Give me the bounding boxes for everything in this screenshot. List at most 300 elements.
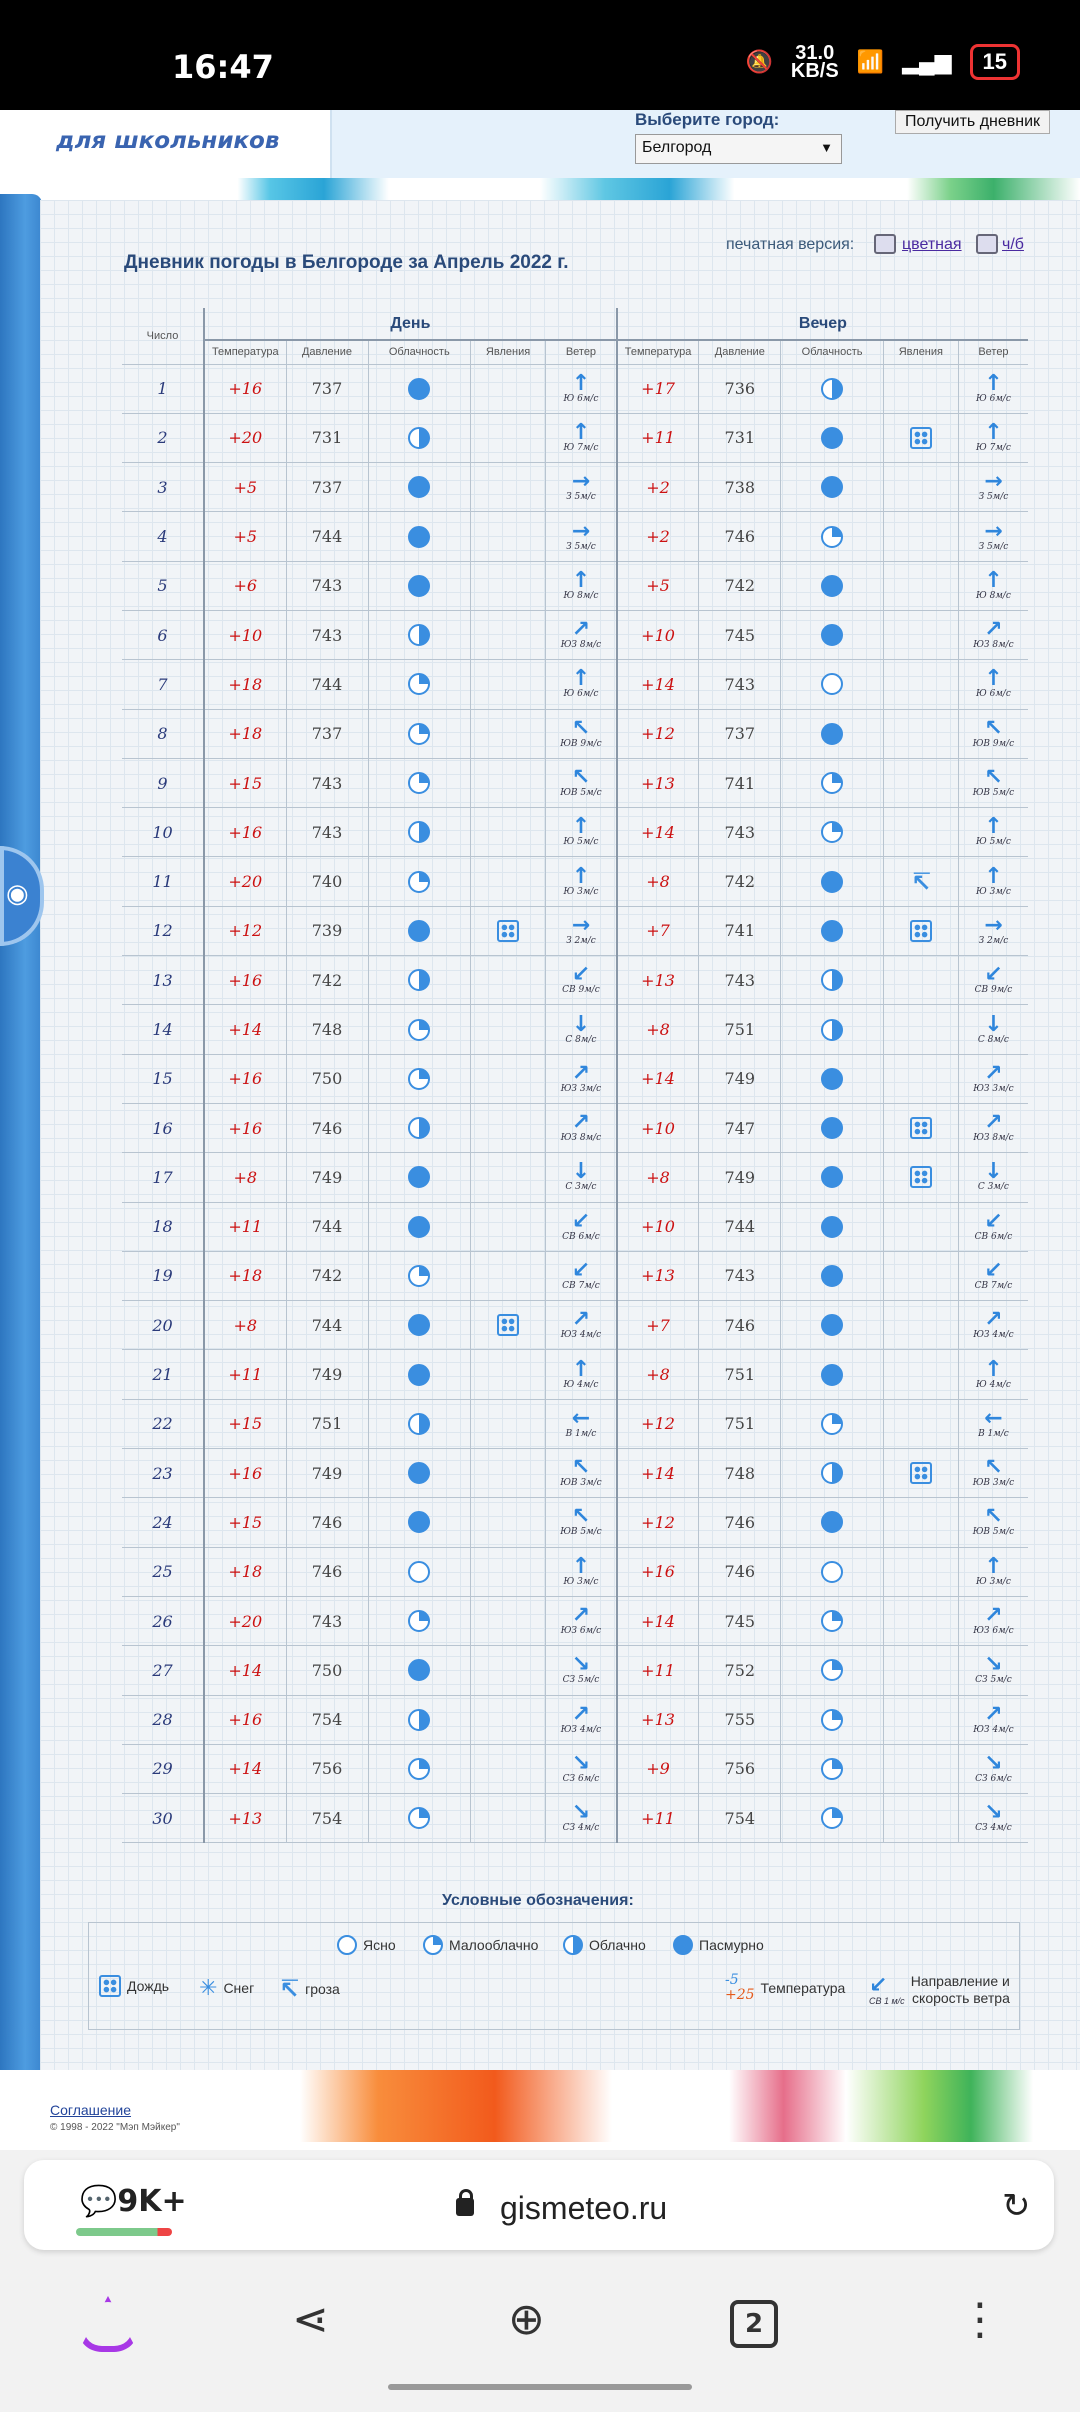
wind-label: Ю 7м/с — [563, 442, 599, 453]
phenomena-cell — [883, 1301, 958, 1350]
cloud-overcast-icon — [821, 1511, 843, 1533]
wind-label: ЮВ 5м/с — [560, 1527, 602, 1538]
site-header — [0, 110, 1080, 198]
table-row — [122, 1103, 1028, 1152]
temperature-cell: +8 — [617, 1350, 699, 1399]
wind-label: ЮВ 3м/с — [560, 1478, 602, 1489]
wind-arrow-icon: ↗ — [984, 1603, 1003, 1629]
cloudiness-cell — [368, 1202, 471, 1251]
cloud-overcast-icon — [821, 476, 843, 498]
temperature-cell: +20 — [204, 413, 286, 462]
day-number: 1 — [122, 364, 204, 413]
wind-arrow-icon: ↓ — [984, 1011, 1003, 1037]
cloud-cloudy-icon — [821, 1019, 843, 1041]
url-text[interactable]: gismeteo.ru — [500, 2190, 668, 2226]
temperature-cell: +10 — [617, 1202, 699, 1251]
temperature-cell: +16 — [204, 956, 286, 1005]
wind-arrow-icon: ↑ — [984, 419, 1003, 445]
cloudiness-cell — [781, 906, 884, 955]
wind-label: ЮЗ 6м/с — [560, 1626, 602, 1637]
wind-arrow-icon: ↖ — [984, 1504, 1003, 1530]
cloudiness-cell — [368, 364, 471, 413]
pressure-cell: 731 — [699, 413, 781, 462]
cloudiness-cell — [368, 1596, 471, 1645]
day-number: 6 — [122, 610, 204, 659]
phenomena-cell — [883, 1153, 958, 1202]
pressure-cell: 754 — [699, 1794, 781, 1843]
phenomena-cell — [883, 1646, 958, 1695]
cloud-clear-icon — [821, 673, 843, 695]
url-pill[interactable] — [24, 2160, 1054, 2250]
table-row — [122, 1301, 1028, 1350]
wind-label: З 2м/с — [978, 935, 1009, 946]
wind-label: СЗ 4м/с — [562, 1823, 600, 1834]
wind-cell — [546, 1103, 617, 1152]
cloud-partly-icon — [408, 1807, 430, 1829]
cloudiness-cell — [368, 660, 471, 709]
city-label: Выберите город: — [635, 110, 780, 129]
day-number: 22 — [122, 1399, 204, 1448]
cloud-overcast-icon — [408, 1511, 430, 1533]
temperature-cell: +16 — [204, 1103, 286, 1152]
phenomena-cell — [471, 1301, 546, 1350]
clear-sky-icon — [337, 1935, 357, 1955]
rain-icon — [497, 920, 519, 942]
wind-cell — [958, 1744, 1028, 1793]
pressure-cell: 755 — [699, 1695, 781, 1744]
cloud-overcast-icon — [408, 526, 430, 548]
wind-label: С 8м/с — [565, 1034, 597, 1045]
table-row — [122, 364, 1028, 413]
temperature-cell: +18 — [204, 1251, 286, 1300]
cloudiness-cell — [781, 512, 884, 561]
temperature-cell: +13 — [617, 758, 699, 807]
wind-label: СЗ 6м/с — [562, 1773, 600, 1784]
wind-arrow-icon: → — [571, 912, 591, 938]
wind-arrow-icon: ↑ — [984, 863, 1003, 889]
menu-icon[interactable]: ⋮ — [958, 2294, 1002, 2345]
wind-cell — [546, 1399, 617, 1448]
temperature-cell: +5 — [617, 561, 699, 610]
wind-arrow-icon: ↑ — [984, 370, 1003, 396]
cloud-overcast-icon — [821, 871, 843, 893]
wind-label: Ю 7м/с — [976, 442, 1011, 453]
wind-cell — [546, 1054, 617, 1103]
agreement-link[interactable]: Соглашение — [50, 2102, 132, 2118]
city-select[interactable]: Белгород ▼ — [635, 134, 842, 164]
temperature-cell: +5 — [204, 512, 286, 561]
legend-wind: ↙ СВ 1 м/с Направление и скорость ветра — [869, 1972, 1010, 2006]
print-label: печатная версия: — [726, 236, 855, 253]
cloud-overcast-icon — [408, 1659, 430, 1681]
phenomena-cell — [883, 1054, 958, 1103]
table-row — [122, 1498, 1028, 1547]
cloud-partly-icon — [408, 723, 430, 745]
temperature-cell: +13 — [617, 1251, 699, 1300]
wind-cell — [958, 956, 1028, 1005]
phenomena-cell — [883, 1794, 958, 1843]
mute-icon: 🔕 — [745, 49, 773, 74]
wind-arrow-icon: ← — [571, 1405, 591, 1431]
cloud-overcast-icon — [821, 1216, 843, 1238]
pressure-cell: 746 — [286, 1103, 368, 1152]
legend-rain: Дождь — [99, 1975, 169, 1997]
temperature-cell: +11 — [204, 1202, 286, 1251]
subheader: Явления — [883, 340, 958, 364]
table-row — [122, 1153, 1028, 1202]
phenomena-cell — [883, 758, 958, 807]
pressure-cell: 756 — [286, 1744, 368, 1793]
rain-icon — [910, 1462, 932, 1484]
share-icon[interactable]: ⋖ — [292, 2294, 329, 2345]
pressure-cell: 756 — [699, 1744, 781, 1793]
new-tab-icon[interactable]: ⊕ — [508, 2294, 545, 2345]
wind-cell — [958, 660, 1028, 709]
cloudiness-cell — [781, 1596, 884, 1645]
cloudiness-cell — [781, 1301, 884, 1350]
pressure-cell: 751 — [699, 1399, 781, 1448]
day-number: 25 — [122, 1547, 204, 1596]
col-number-header: Число — [122, 308, 204, 364]
table-row — [122, 1547, 1028, 1596]
temperature-cell: +18 — [204, 660, 286, 709]
wind-label: Ю 4м/с — [563, 1379, 599, 1390]
wind-cell — [958, 1054, 1028, 1103]
cloudiness-cell — [368, 808, 471, 857]
cloud-overcast-icon — [408, 920, 430, 942]
temperature-cell: +12 — [204, 906, 286, 955]
comments-counter[interactable]: 💬9K+ — [80, 2184, 187, 2219]
wind-label: ЮЗ 6м/с — [973, 1626, 1014, 1637]
wind-arrow-icon: ↓ — [571, 1159, 591, 1185]
print-color-link[interactable]: цветная — [902, 236, 962, 253]
cloudiness-cell — [368, 758, 471, 807]
cloud-cloudy-icon — [821, 378, 843, 400]
wind-label: Ю 3м/с — [976, 886, 1011, 897]
wind-cell — [546, 956, 617, 1005]
table-row — [122, 1251, 1028, 1300]
phenomena-cell — [471, 1251, 546, 1300]
site-logo[interactable]: для школьников — [56, 128, 280, 154]
temperature-cell: +14 — [204, 1744, 286, 1793]
phenomena-cell — [471, 610, 546, 659]
pressure-cell: 738 — [699, 463, 781, 512]
phenomena-cell — [883, 1251, 958, 1300]
wind-label: СЗ 5м/с — [975, 1675, 1012, 1686]
table-row — [122, 808, 1028, 857]
cloud-clear-icon — [821, 1561, 843, 1583]
phenomena-cell — [883, 364, 958, 413]
day-number: 16 — [122, 1103, 204, 1152]
temperature-cell: +10 — [617, 610, 699, 659]
wind-label: З 2м/с — [566, 935, 596, 946]
cloud-cloudy-icon — [408, 1709, 430, 1731]
wind-cell — [958, 1399, 1028, 1448]
phenomena-cell — [883, 1695, 958, 1744]
phenomena-cell — [471, 413, 546, 462]
day-number: 27 — [122, 1646, 204, 1695]
pressure-cell: 741 — [699, 758, 781, 807]
pressure-cell: 736 — [699, 364, 781, 413]
pressure-cell: 745 — [699, 610, 781, 659]
pressure-cell: 737 — [699, 709, 781, 758]
phenomena-cell — [471, 1350, 546, 1399]
cloud-overcast-icon — [408, 476, 430, 498]
phenomena-cell — [471, 463, 546, 512]
day-number: 21 — [122, 1350, 204, 1399]
subheader: Давление — [286, 340, 368, 364]
phenomena-cell — [883, 906, 958, 955]
wind-label: СЗ 4м/с — [975, 1823, 1012, 1834]
wind-cell — [958, 709, 1028, 758]
temperature-cell: +8 — [617, 857, 699, 906]
wind-arrow-icon: ↗ — [984, 1701, 1003, 1727]
wind-label: ЮЗ 4м/с — [973, 1724, 1014, 1735]
table-row — [122, 463, 1028, 512]
cloudiness-cell — [781, 1054, 884, 1103]
table-row — [122, 1005, 1028, 1054]
wind-arrow-icon: ↑ — [571, 419, 591, 445]
pressure-cell: 749 — [699, 1153, 781, 1202]
pressure-cell: 742 — [286, 956, 368, 1005]
wind-arrow-icon: ↙ — [869, 1972, 888, 1998]
phenomena-cell — [471, 1202, 546, 1251]
day-number: 10 — [122, 808, 204, 857]
pressure-cell: 740 — [286, 857, 368, 906]
cloud-cloudy-icon — [408, 427, 430, 449]
pressure-cell: 744 — [286, 660, 368, 709]
cloudiness-cell — [781, 1153, 884, 1202]
temperature-cell: +15 — [204, 758, 286, 807]
print-bw-link[interactable]: ч/б — [1002, 236, 1024, 253]
wind-cell — [546, 660, 617, 709]
phenomena-cell — [471, 758, 546, 807]
table-row — [122, 1794, 1028, 1843]
cloudiness-cell — [368, 709, 471, 758]
pressure-cell: 743 — [699, 660, 781, 709]
table-row — [122, 1449, 1028, 1498]
wind-arrow-icon: ↓ — [571, 1011, 591, 1037]
wind-cell — [546, 1596, 617, 1645]
temperature-cell: +8 — [617, 1153, 699, 1202]
wind-label: ЮЗ 3м/с — [973, 1083, 1014, 1094]
phenomena-cell — [471, 364, 546, 413]
temperature-cell: +7 — [617, 1301, 699, 1350]
temperature-cell: +14 — [204, 1646, 286, 1695]
wind-label: ЮВ 5м/с — [972, 1527, 1015, 1538]
wind-arrow-icon: ↙ — [984, 1208, 1003, 1234]
legend-box — [88, 1922, 1020, 2030]
battery-icon: 15 — [970, 44, 1020, 80]
wind-cell — [546, 1695, 617, 1744]
cloudiness-cell — [368, 1103, 471, 1152]
pressure-cell: 749 — [286, 1153, 368, 1202]
wind-label: СЗ 5м/с — [562, 1675, 600, 1686]
subheader: Температура — [204, 340, 286, 364]
cloudiness-cell — [368, 1498, 471, 1547]
alice-assistant-icon[interactable] — [78, 2296, 138, 2352]
cloud-overcast-icon — [821, 1364, 843, 1386]
wind-cell — [546, 808, 617, 857]
wind-arrow-icon: ↑ — [984, 1553, 1003, 1579]
day-number: 4 — [122, 512, 204, 561]
wind-cell — [546, 758, 617, 807]
phenomena-cell — [471, 709, 546, 758]
temperature-cell: +16 — [204, 808, 286, 857]
temperature-cell: +11 — [617, 413, 699, 462]
wind-label: ЮЗ 8м/с — [973, 1133, 1014, 1144]
wind-cell — [546, 561, 617, 610]
browser-address-bar — [0, 2150, 1080, 2260]
cloudiness-cell — [368, 1005, 471, 1054]
cloudiness-cell — [781, 808, 884, 857]
wind-arrow-icon: → — [571, 518, 591, 544]
wind-cell — [958, 1646, 1028, 1695]
get-diary-button[interactable]: Получить дневник — [895, 110, 1050, 134]
wind-label: З 5м/с — [566, 541, 596, 552]
cloud-overcast-icon — [408, 1364, 430, 1386]
table-row — [122, 561, 1028, 610]
cloud-overcast-icon — [821, 427, 843, 449]
cloud-cloudy-icon — [408, 969, 430, 991]
wind-cell — [546, 1202, 617, 1251]
legend-title: Условные обозначения: — [442, 1892, 634, 1909]
phenomena-cell — [471, 1153, 546, 1202]
temperature-cell: +14 — [617, 660, 699, 709]
tabs-button[interactable]: 2 — [730, 2300, 778, 2348]
wind-arrow-icon: ↘ — [571, 1652, 591, 1678]
cloud-partly-icon — [821, 1758, 843, 1780]
day-number: 28 — [122, 1695, 204, 1744]
day-number: 18 — [122, 1202, 204, 1251]
cloudiness-cell — [368, 1695, 471, 1744]
legend-cloudy: Облачно — [563, 1935, 646, 1955]
cloudiness-cell — [368, 561, 471, 610]
phenomena-cell — [883, 1744, 958, 1793]
wind-cell — [958, 1794, 1028, 1843]
day-number: 26 — [122, 1596, 204, 1645]
rain-icon — [910, 920, 932, 942]
temperature-cell: +12 — [617, 1399, 699, 1448]
wind-arrow-icon: → — [984, 518, 1003, 544]
phenomena-cell — [883, 660, 958, 709]
temperature-sample: -5 +25 — [725, 1972, 755, 2003]
wind-label: З 5м/с — [978, 492, 1009, 503]
table-row — [122, 1596, 1028, 1645]
day-number: 23 — [122, 1449, 204, 1498]
legend-temperature: -5 +25 Температура — [725, 1972, 846, 2003]
wind-cell — [958, 1251, 1028, 1300]
pressure-cell: 743 — [699, 956, 781, 1005]
temperature-cell: +17 — [617, 364, 699, 413]
rain-icon — [99, 1975, 121, 1997]
day-number: 29 — [122, 1744, 204, 1793]
wind-arrow-icon: ↗ — [571, 1110, 591, 1136]
cloudiness-cell — [368, 1399, 471, 1448]
printer-icon[interactable] — [874, 234, 896, 254]
weather-table — [122, 308, 1028, 1843]
chevron-down-icon: ▼ — [820, 140, 833, 155]
wind-label: С 3м/с — [977, 1182, 1009, 1193]
wind-cell — [546, 1498, 617, 1547]
wind-arrow-icon: ↙ — [571, 1257, 591, 1283]
network-speed: 31.0 KB/S — [790, 42, 839, 82]
wind-cell — [958, 1301, 1028, 1350]
wind-cell — [958, 808, 1028, 857]
wind-arrow-icon: ↖ — [571, 715, 591, 741]
cloudiness-cell — [781, 758, 884, 807]
wind-arrow-icon: → — [571, 469, 591, 495]
wind-label: Ю 5м/с — [976, 837, 1011, 848]
temperature-cell: +5 — [204, 463, 286, 512]
phenomena-cell — [883, 1547, 958, 1596]
wind-arrow-icon: ↑ — [571, 814, 591, 840]
cloudiness-cell — [368, 1646, 471, 1695]
cloud-partly-icon — [408, 871, 430, 893]
wind-label: ЮЗ 8м/с — [560, 640, 602, 651]
wind-label: С 3м/с — [565, 1182, 597, 1193]
cloudiness-cell — [781, 1350, 884, 1399]
wind-label: Ю 5м/с — [563, 837, 599, 848]
reload-icon[interactable]: ↻ — [1002, 2186, 1031, 2226]
pressure-cell: 751 — [286, 1399, 368, 1448]
cloudiness-cell — [781, 1202, 884, 1251]
table-row — [122, 1202, 1028, 1251]
pressure-cell: 744 — [286, 1202, 368, 1251]
cloud-cloudy-icon — [821, 1462, 843, 1484]
pressure-cell: 743 — [286, 758, 368, 807]
phenomena-cell — [883, 1596, 958, 1645]
day-number: 14 — [122, 1005, 204, 1054]
table-row — [122, 512, 1028, 561]
temperature-cell: +6 — [204, 561, 286, 610]
printer-icon[interactable] — [976, 234, 998, 254]
rain-icon — [910, 427, 932, 449]
subheader: Температура — [617, 340, 699, 364]
wind-cell — [958, 1350, 1028, 1399]
cloud-overcast-icon — [408, 1216, 430, 1238]
wind-label: Ю 8м/с — [976, 590, 1011, 601]
partly-cloudy-icon — [423, 1935, 443, 1955]
pressure-cell: 748 — [286, 1005, 368, 1054]
wind-label: ЮЗ 8м/с — [560, 1133, 602, 1144]
home-indicator[interactable] — [388, 2384, 692, 2390]
phenomena-cell — [883, 1202, 958, 1251]
pressure-cell: 751 — [699, 1005, 781, 1054]
legend-overcast: Пасмурно — [673, 1935, 764, 1955]
cloudiness-cell — [781, 1646, 884, 1695]
cloud-cloudy-icon — [408, 1117, 430, 1139]
phenomena-cell — [883, 1350, 958, 1399]
table-row — [122, 857, 1028, 906]
temperature-cell: +16 — [204, 1449, 286, 1498]
web-page[interactable] — [0, 110, 1080, 2150]
phenomena-cell — [883, 512, 958, 561]
temperature-cell: +13 — [617, 1695, 699, 1744]
phenomena-cell — [883, 808, 958, 857]
pressure-cell: 743 — [286, 808, 368, 857]
cloud-overcast-icon — [821, 624, 843, 646]
signal-icon: ▂▄▆ — [902, 49, 952, 74]
cloudiness-cell — [781, 1547, 884, 1596]
wind-arrow-icon: ↘ — [984, 1800, 1003, 1826]
cloud-overcast-icon — [821, 1068, 843, 1090]
cloudiness-cell — [368, 463, 471, 512]
temperature-cell: +14 — [617, 808, 699, 857]
pressure-cell: 739 — [286, 906, 368, 955]
phenomena-cell — [883, 1103, 958, 1152]
cloudiness-cell — [781, 1794, 884, 1843]
